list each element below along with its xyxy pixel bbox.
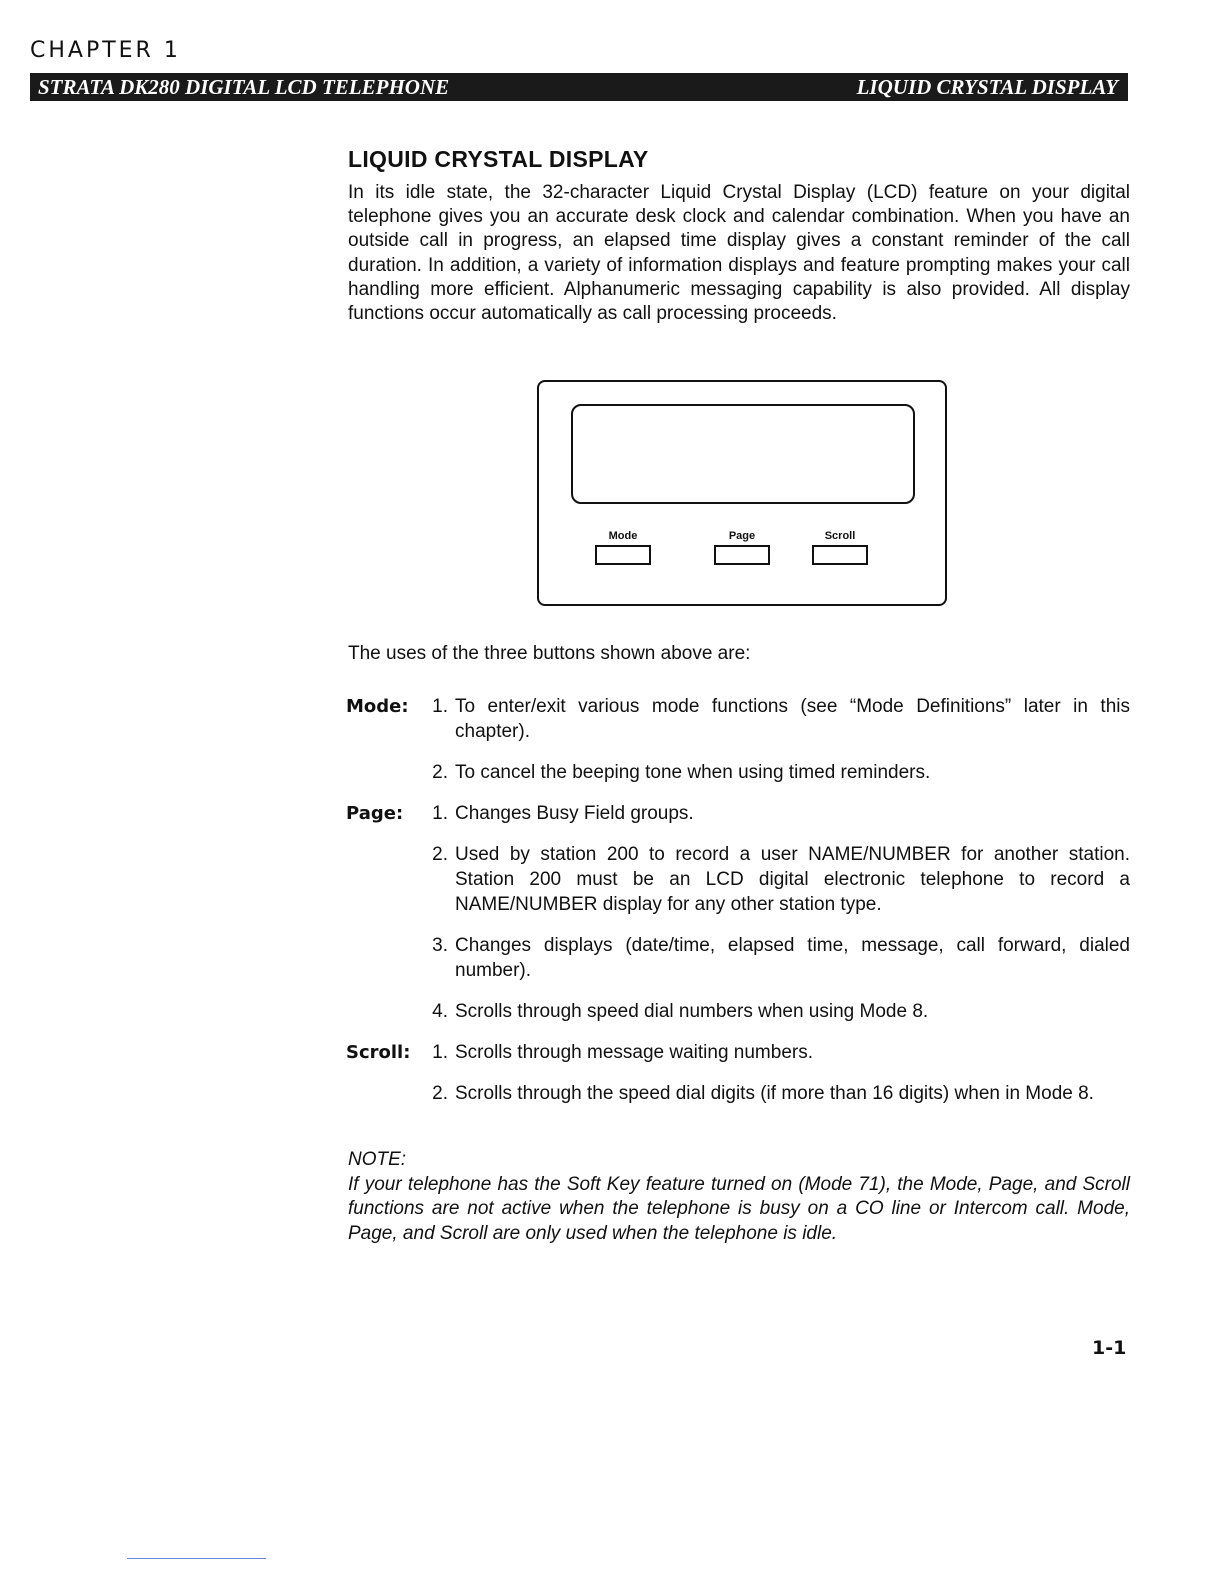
button-uses-list xyxy=(346,694,1130,1106)
scroll-button-figure xyxy=(808,530,872,570)
header-banner xyxy=(30,73,1128,101)
list-item xyxy=(346,1040,1130,1065)
intro-section xyxy=(348,146,1130,326)
page-button-box xyxy=(714,545,770,565)
item-number: 3. xyxy=(432,935,448,956)
scroll-label: Scroll: xyxy=(346,1042,411,1063)
item-number: 1. xyxy=(432,1042,448,1063)
item-text: Scrolls through the speed dial digits (if more than 16 digits) when in Mode 8. xyxy=(455,1083,1094,1104)
list-item xyxy=(346,999,1130,1024)
uses-intro: The uses of the three buttons shown above are: xyxy=(348,643,751,664)
mode-button-figure xyxy=(591,530,655,570)
scroll-button-label: Scroll xyxy=(824,530,856,542)
footer-link-underline xyxy=(127,1558,266,1559)
page-entry xyxy=(346,801,1130,1024)
section-title: LIQUID CRYSTAL DISPLAY xyxy=(348,146,649,172)
item-text: Scrolls through speed dial numbers when using Mode 8. xyxy=(455,1001,929,1022)
list-item xyxy=(346,933,1130,983)
item-text: To enter/exit various mode functions (see “Mode Definitions” later in this chapter). xyxy=(455,696,1130,742)
banner-section: LIQUID CRYSTAL DISPLAY xyxy=(856,75,1118,99)
item-text: Scrolls through message waiting numbers. xyxy=(455,1042,814,1063)
list-item xyxy=(346,842,1130,917)
item-text: Changes Busy Field groups. xyxy=(455,803,694,824)
item-number: 2. xyxy=(432,762,448,783)
note-heading: NOTE: xyxy=(348,1149,407,1170)
intro-paragraph: In its idle state, the 32-character Liquid Crystal Display (LCD) feature on your digital telephone gives you an accurate desk clock and calendar combination. When you have an outside call in progress, an elapsed time display gives a constant reminder of the call duration. In addition, a variety of information displays and feature prompting makes your call handling more efficient. Alphanumeric messaging capability is also provided. All display functions occur automatically as call processing proceeds. xyxy=(348,182,1130,325)
scroll-button-box xyxy=(812,545,868,565)
item-number: 4. xyxy=(432,1001,448,1022)
item-number: 2. xyxy=(432,1083,448,1104)
banner-title: STRATA DK280 DIGITAL LCD TELEPHONE xyxy=(38,75,450,99)
item-text: To cancel the beeping tone when using timed reminders. xyxy=(455,762,931,783)
lcd-telephone-figure xyxy=(537,380,947,606)
list-item xyxy=(346,1081,1130,1106)
item-number: 1. xyxy=(432,803,448,824)
mode-entry xyxy=(346,694,1130,785)
list-item xyxy=(346,694,1130,744)
item-number: 1. xyxy=(432,696,448,717)
mode-button-box xyxy=(595,545,651,565)
page-button-figure xyxy=(710,530,774,570)
note-text: If your telephone has the Soft Key feature turned on (Mode 71), the Mode, Page, and Scroll functions are not active when the telephone is busy on a CO line or Intercom call. Mode, Page, and Scroll are only used when the telephone is idle. xyxy=(348,1173,1130,1244)
chapter-label: CHAPTER 1 xyxy=(30,38,181,63)
note-block xyxy=(348,1148,1130,1246)
item-text: Used by station 200 to record a user NAME/NUMBER for another station. Station 200 must be an LCD digital electronic telephone to record a NAME/NUMBER display for any other station type. xyxy=(455,844,1130,915)
scroll-entry xyxy=(346,1040,1130,1106)
page-button-label: Page xyxy=(728,530,756,542)
mode-label: Mode: xyxy=(346,696,409,717)
item-text: Changes displays (date/time, elapsed time, message, call forward, dialed number). xyxy=(455,935,1130,981)
list-item xyxy=(346,760,1130,785)
item-number: 2. xyxy=(432,844,448,865)
page-number: 1-1 xyxy=(1092,1337,1127,1359)
lcd-screen xyxy=(571,404,915,504)
list-item xyxy=(346,801,1130,826)
mode-button-label: Mode xyxy=(608,530,638,542)
page-label: Page: xyxy=(346,803,404,824)
